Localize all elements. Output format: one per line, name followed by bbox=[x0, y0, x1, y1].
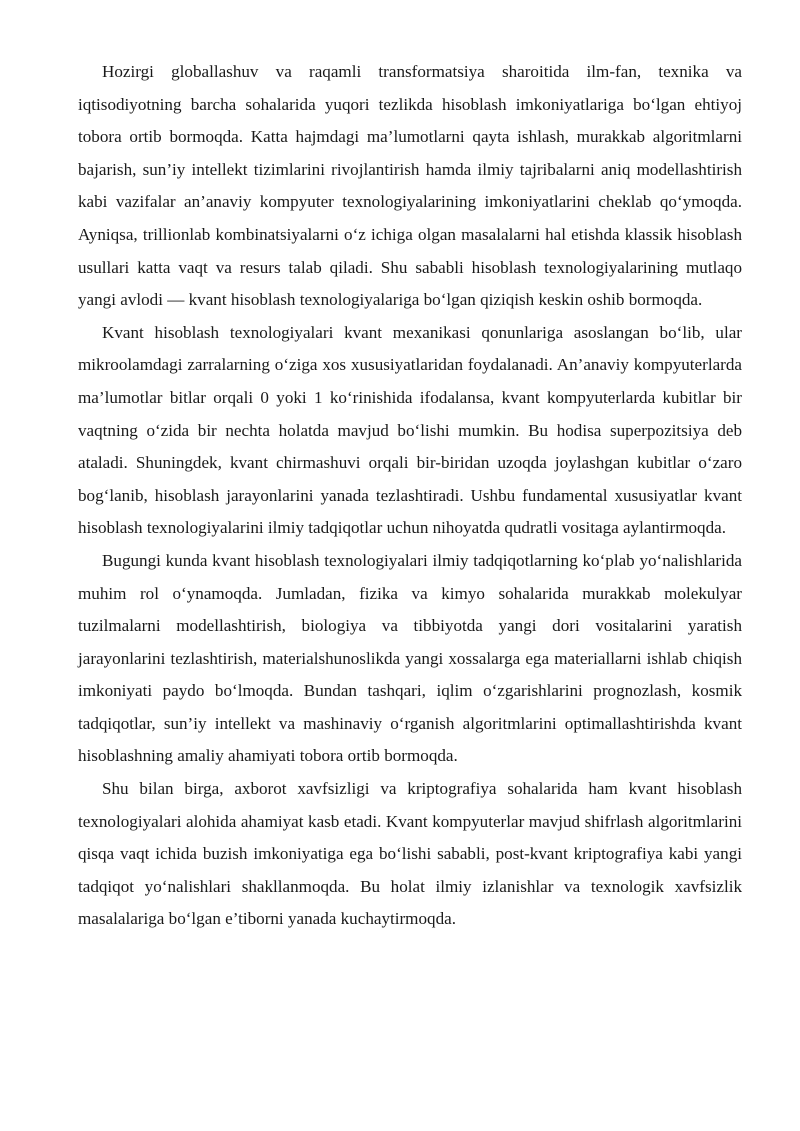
paragraph-1: Hozirgi globallashuv va raqamli transformatsiya sharoitida ilm-fan, texnika va iqtisodiyotning barcha sohalarida yuqori tezlikda hisoblash imkoniyatlariga bo‘lgan ehtiyoj tobora ortib bormoqda. Katta hajmdagi ma’lumotlarni qayta ishlash, murakkab algoritmlarni bajarish, sun’iy intellekt tizimlarini rivojlantirish hamda ilmiy tajribalarni aniq modellashtirish kabi vazifalar an’anaviy kompyuter texnologiyalarining imkoniyatlarini cheklab qo‘ymoqda. Ayniqsa, trillionlab kombinatsiyalarni o‘z ichiga olgan masalalarni hal etishda klassik hisoblash usullari katta vaqt va resurs talab qiladi. Shu sababli hisoblash texnologiyalarining mutlaqo yangi avlodi — kvant hisoblash texnologiyalariga bo‘lgan qiziqish keskin oshib bormoqda. bbox=[78, 62, 742, 310]
paragraph-3: Bugungi kunda kvant hisoblash texnologiyalari ilmiy tadqiqotlarning ko‘plab yo‘nalishlarida muhim rol o‘ynamoqda. Jumladan, fizika va kimyo sohalarida murakkab molekulyar tuzilmalarni modellashtirish, biologiya va tibbiyotda yangi dori vositalarini yaratish jarayonlarini tezlashtirish, materialshunoslikda yangi xossalarga ega materiallarni ishlab chiqish imkoniyati paydo bo‘lmoqda. Bundan tashqari, iqlim o‘zgarishlarini prognozlash, kosmik tadqiqotlar, sun’iy intellekt va mashinaviy o‘rganish algoritmlarini optimallashtirishda kvant hisoblashning amaliy ahamiyati tobora ortib bormoqda. bbox=[78, 550, 742, 766]
paragraph-4: Shu bilan birga, axborot xavfsizligi va kriptografiya sohalarida ham kvant hisoblash texnologiyalari alohida ahamiyat kasb etadi. Kvant kompyuterlar mavjud shifrlash algoritmlarini qisqa vaqt ichida buzish imkoniyatiga ega bo‘lishi sababli, post-kvant kriptografiya kabi yangi tadqiqot yo‘nalishlari shakllanmoqda. Bu holat ilmiy izlanishlar va texnologik xavfsizlik masalalariga bo‘lgan e’tiborni yanada kuchaytirmoqda. bbox=[78, 779, 742, 929]
document-page bbox=[78, 56, 742, 936]
paragraph-2: Kvant hisoblash texnologiyalari kvant mexanikasi qonunlariga asoslangan bo‘lib, ular mikroolamdagi zarralarning o‘ziga xos xususiyatlaridan foydalanadi. An’anaviy kompyuterlarda ma’lumotlar bitlar orqali 0 yoki 1 ko‘rinishida ifodalansa, kvant kompyuterlarda kubitlar bir vaqtning o‘zida bir nechta holatda mavjud bo‘lishi mumkin. Bu hodisa superpozitsiya deb ataladi. Shuningdek, kvant chirmashuvi orqali bir-biridan uzoqda joylashgan kubitlar o‘zaro bog‘lanib, hisoblash jarayonlarini yanada tezlashtiradi. Ushbu fundamental xususiyatlar kvant hisoblash texnologiyalarini ilmiy tadqiqotlar uchun nihoyatda qudratli vositaga aylantirmoqda. bbox=[78, 322, 742, 538]
